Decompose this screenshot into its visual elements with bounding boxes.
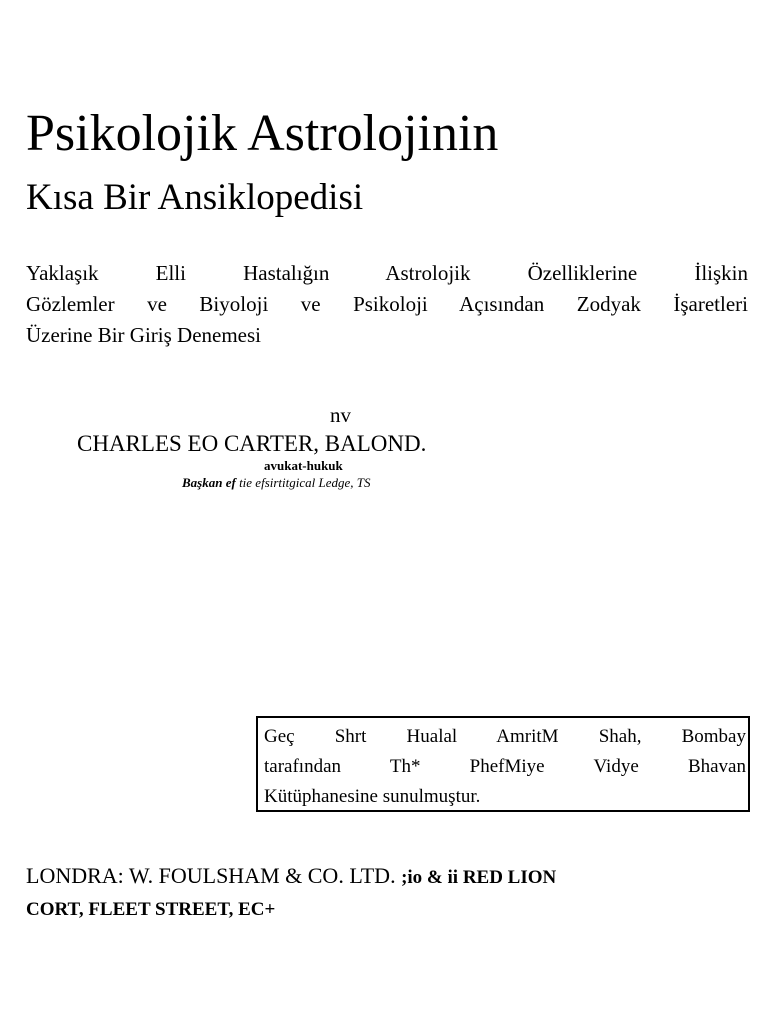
- page-subtitle: Kısa Bir Ansiklopedisi: [26, 177, 364, 218]
- publisher-address-line: CORT, FLEET STREET, EC+: [26, 899, 276, 920]
- publisher-name: LONDRA: W. FOULSHAM & CO. LTD.: [26, 863, 402, 888]
- publisher-line: [26, 860, 746, 894]
- description-line: Yaklaşık Elli Hastalığın Astrolojik Özelliklerine İlişkin: [26, 261, 748, 285]
- notice-line: Kütüphanesine sunulmuştur.: [264, 786, 481, 807]
- author-office: [182, 475, 371, 491]
- presentation-notice-box: [256, 716, 750, 812]
- page-title: Psikolojik Astrolojinin: [26, 105, 499, 162]
- description-line: Gözlemler ve Biyoloji ve Psikoloji Açısından Zodyak İşaretleri: [26, 292, 748, 316]
- publisher-address: ;io & ii RED LION: [401, 867, 557, 888]
- notice-line: Geç Shrt Hualal AmritM Shah, Bombay: [264, 726, 746, 747]
- publisher-imprint: [26, 860, 746, 926]
- description-line: Üzerine Bir Giriş Denemesi: [26, 323, 262, 347]
- notice-line: tarafından Th* PhefMiye Vidye Bhavan: [264, 756, 746, 777]
- byline-by: nv: [330, 403, 351, 427]
- author-office-bold: Başkan ef: [182, 475, 236, 490]
- author-name: CHARLES EO CARTER, BALOND.: [77, 431, 427, 456]
- author-office-rest: tie efsirtitgical Ledge, TS: [235, 475, 371, 490]
- author-role: avukat-hukuk: [264, 458, 343, 473]
- description-paragraph: [26, 258, 748, 351]
